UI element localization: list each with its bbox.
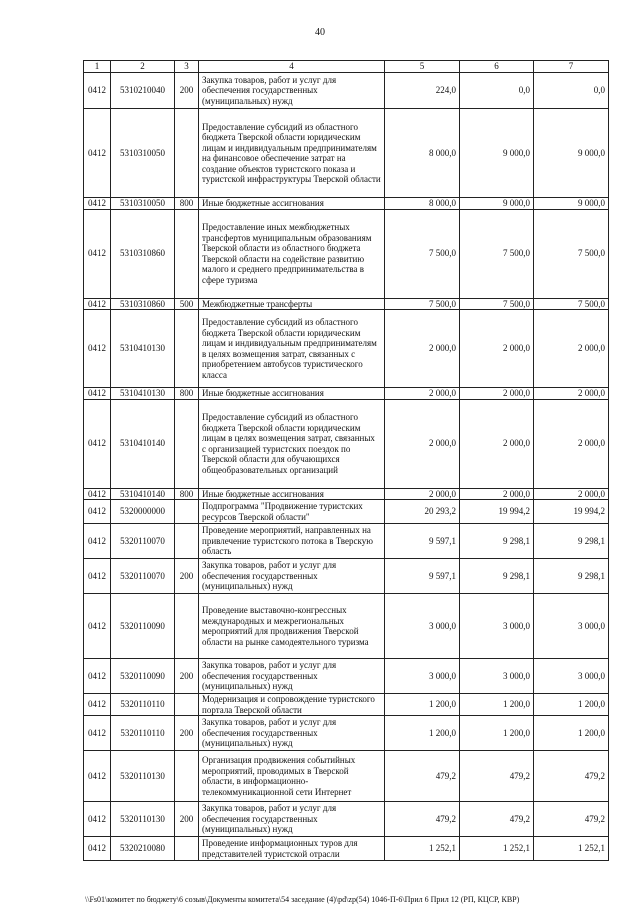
expense-type-cell (175, 524, 199, 559)
amount-year-2-cell: 2 000,0 (460, 399, 534, 488)
amount-year-3-cell: 7 500,0 (534, 209, 609, 298)
target-article-cell: 5320110130 (111, 751, 175, 802)
header-cell: 3 (175, 61, 199, 73)
section-code-cell: 0412 (84, 209, 111, 298)
amount-year-2-cell: 479,2 (460, 751, 534, 802)
amount-year-2-cell: 1 252,1 (460, 837, 534, 861)
section-code-cell: 0412 (84, 694, 111, 716)
description-cell: Предоставление субсидий из областного бюджета Тверской области юридическим лицам и индивидуальным предпринимателям на финансовое обеспечение затрат на создание объектов туристского показа и туристской инфраструктуры Тверской области (199, 109, 385, 198)
amount-year-1-cell: 1 200,0 (385, 694, 460, 716)
amount-year-1-cell: 9 597,1 (385, 524, 460, 559)
expense-type-cell: 800 (175, 488, 199, 500)
section-code-cell: 0412 (84, 388, 111, 400)
amount-year-1-cell: 1 200,0 (385, 716, 460, 751)
amount-year-3-cell: 1 252,1 (534, 837, 609, 861)
expense-type-cell (175, 694, 199, 716)
amount-year-2-cell: 9 298,1 (460, 559, 534, 594)
expense-type-cell (175, 500, 199, 524)
target-article-cell: 5320110110 (111, 694, 175, 716)
table-row (84, 209, 609, 298)
amount-year-2-cell: 2 000,0 (460, 310, 534, 388)
description-cell: Иные бюджетные ассигнования (199, 488, 385, 500)
amount-year-1-cell: 479,2 (385, 751, 460, 802)
expense-type-cell (175, 751, 199, 802)
table-row (84, 399, 609, 488)
amount-year-2-cell: 2 000,0 (460, 388, 534, 400)
description-cell: Подпрограмма "Продвижение туристских ресурсов Тверской области" (199, 500, 385, 524)
table-row (84, 109, 609, 198)
table-row (84, 559, 609, 594)
description-cell: Предоставление иных межбюджетных трансфертов муниципальным образованиям Тверской области из областного бюджета Тверской области на содействие развитию малого и среднего предпринимательства в сфере туризма (199, 209, 385, 298)
amount-year-3-cell: 9 000,0 (534, 198, 609, 210)
table-row (84, 837, 609, 861)
expense-type-cell: 200 (175, 73, 199, 109)
description-cell: Межбюджетные трансферты (199, 298, 385, 310)
amount-year-2-cell: 7 500,0 (460, 298, 534, 310)
amount-year-1-cell: 8 000,0 (385, 109, 460, 198)
amount-year-3-cell: 479,2 (534, 751, 609, 802)
expense-type-cell: 800 (175, 198, 199, 210)
section-code-cell: 0412 (84, 310, 111, 388)
amount-year-1-cell: 3 000,0 (385, 659, 460, 694)
table-row (84, 802, 609, 837)
target-article-cell: 5310310860 (111, 209, 175, 298)
expense-type-cell: 800 (175, 388, 199, 400)
section-code-cell: 0412 (84, 109, 111, 198)
target-article-cell: 5320000000 (111, 500, 175, 524)
description-cell: Проведение выставочно-конгрессных международных и межрегиональных мероприятий для продвижения Тверской области на рынке самодеятельного туризма (199, 594, 385, 659)
description-cell: Закупка товаров, работ и услуг для обеспечения государственных (муниципальных) нужд (199, 802, 385, 837)
amount-year-1-cell: 20 293,2 (385, 500, 460, 524)
table-row (84, 751, 609, 802)
expense-type-cell: 200 (175, 716, 199, 751)
header-cell: 1 (84, 61, 111, 73)
amount-year-1-cell: 2 000,0 (385, 399, 460, 488)
amount-year-2-cell: 9 000,0 (460, 198, 534, 210)
amount-year-1-cell: 2 000,0 (385, 310, 460, 388)
table-row (84, 500, 609, 524)
footer-file-path: \\Fs01\комитет по бюджету\6 созыв\Документы комитета\54 заседание (4)\pd\zp(54) 1046-П-6\Прил 6 Прил 12 (РП, КЦСР, КВР) (85, 895, 520, 904)
amount-year-3-cell: 479,2 (534, 802, 609, 837)
target-article-cell: 5320110070 (111, 559, 175, 594)
expense-type-cell (175, 399, 199, 488)
amount-year-1-cell: 7 500,0 (385, 298, 460, 310)
amount-year-3-cell: 9 298,1 (534, 524, 609, 559)
section-code-cell: 0412 (84, 802, 111, 837)
amount-year-3-cell: 0,0 (534, 73, 609, 109)
section-code-cell: 0412 (84, 716, 111, 751)
expense-type-cell (175, 209, 199, 298)
header-cell: 7 (534, 61, 609, 73)
description-cell: Организация продвижения событийных мероприятий, проводимых в Тверской области, в информационно-телекоммуникационной сети Интернет (199, 751, 385, 802)
amount-year-3-cell: 2 000,0 (534, 310, 609, 388)
amount-year-3-cell: 7 500,0 (534, 298, 609, 310)
expense-type-cell (175, 837, 199, 861)
amount-year-2-cell: 1 200,0 (460, 694, 534, 716)
amount-year-3-cell: 1 200,0 (534, 716, 609, 751)
header-cell: 4 (199, 61, 385, 73)
amount-year-1-cell: 1 252,1 (385, 837, 460, 861)
section-code-cell: 0412 (84, 751, 111, 802)
table-row (84, 659, 609, 694)
description-cell: Модернизация и сопровождение туристского портала Тверской области (199, 694, 385, 716)
description-cell: Предоставление субсидий из областного бюджета Тверской области юридическим лицам и индивидуальным предпринимателям в целях возмещения затрат, связанных с приобретением автобусов туристического класса (199, 310, 385, 388)
target-article-cell: 5310310050 (111, 198, 175, 210)
header-row (84, 61, 609, 73)
description-cell: Закупка товаров, работ и услуг для обеспечения государственных (муниципальных) нужд (199, 559, 385, 594)
description-cell: Иные бюджетные ассигнования (199, 198, 385, 210)
section-code-cell: 0412 (84, 659, 111, 694)
section-code-cell: 0412 (84, 837, 111, 861)
amount-year-3-cell: 2 000,0 (534, 388, 609, 400)
target-article-cell: 5310410130 (111, 310, 175, 388)
amount-year-2-cell: 19 994,2 (460, 500, 534, 524)
description-cell: Предоставление субсидий из областного бюджета Тверской области юридическим лицам в целях возмещения затрат, связанных с организацией туристских поездок по Тверской области для обучающихся общеобразовательных организаций (199, 399, 385, 488)
description-cell: Проведение мероприятий, направленных на привлечение туристского потока в Тверскую область (199, 524, 385, 559)
expense-type-cell (175, 594, 199, 659)
description-cell: Иные бюджетные ассигнования (199, 388, 385, 400)
section-code-cell: 0412 (84, 524, 111, 559)
header-cell: 5 (385, 61, 460, 73)
amount-year-2-cell: 1 200,0 (460, 716, 534, 751)
table-row (84, 388, 609, 400)
target-article-cell: 5320110090 (111, 594, 175, 659)
section-code-cell: 0412 (84, 198, 111, 210)
amount-year-3-cell: 19 994,2 (534, 500, 609, 524)
amount-year-1-cell: 9 597,1 (385, 559, 460, 594)
expense-type-cell (175, 109, 199, 198)
target-article-cell: 5310310860 (111, 298, 175, 310)
amount-year-1-cell: 479,2 (385, 802, 460, 837)
amount-year-2-cell: 3 000,0 (460, 594, 534, 659)
table-row (84, 198, 609, 210)
table-body (84, 73, 609, 861)
amount-year-2-cell: 0,0 (460, 73, 534, 109)
amount-year-1-cell: 2 000,0 (385, 388, 460, 400)
description-cell: Закупка товаров, работ и услуг для обеспечения государственных (муниципальных) нужд (199, 716, 385, 751)
page-number: 40 (315, 27, 325, 38)
amount-year-3-cell: 9 298,1 (534, 559, 609, 594)
target-article-cell: 5320110070 (111, 524, 175, 559)
amount-year-2-cell: 2 000,0 (460, 488, 534, 500)
amount-year-1-cell: 8 000,0 (385, 198, 460, 210)
header-cell: 2 (111, 61, 175, 73)
budget-table (83, 60, 609, 861)
header-cell: 6 (460, 61, 534, 73)
description-cell: Закупка товаров, работ и услуг для обеспечения государственных (муниципальных) нужд (199, 659, 385, 694)
expense-type-cell: 200 (175, 659, 199, 694)
amount-year-3-cell: 9 000,0 (534, 109, 609, 198)
section-code-cell: 0412 (84, 298, 111, 310)
amount-year-3-cell: 1 200,0 (534, 694, 609, 716)
target-article-cell: 5310210040 (111, 73, 175, 109)
description-cell: Проведение информационных туров для представителей туристской отрасли (199, 837, 385, 861)
amount-year-1-cell: 7 500,0 (385, 209, 460, 298)
section-code-cell: 0412 (84, 73, 111, 109)
expense-type-cell: 200 (175, 802, 199, 837)
amount-year-2-cell: 3 000,0 (460, 659, 534, 694)
section-code-cell: 0412 (84, 399, 111, 488)
table-row (84, 524, 609, 559)
amount-year-3-cell: 3 000,0 (534, 594, 609, 659)
amount-year-2-cell: 9 000,0 (460, 109, 534, 198)
target-article-cell: 5310410140 (111, 399, 175, 488)
target-article-cell: 5310310050 (111, 109, 175, 198)
amount-year-2-cell: 479,2 (460, 802, 534, 837)
table-row (84, 594, 609, 659)
section-code-cell: 0412 (84, 594, 111, 659)
amount-year-3-cell: 2 000,0 (534, 399, 609, 488)
table-row (84, 716, 609, 751)
target-article-cell: 5320110090 (111, 659, 175, 694)
amount-year-2-cell: 7 500,0 (460, 209, 534, 298)
amount-year-3-cell: 2 000,0 (534, 488, 609, 500)
target-article-cell: 5320110110 (111, 716, 175, 751)
amount-year-1-cell: 3 000,0 (385, 594, 460, 659)
table-row (84, 73, 609, 109)
amount-year-1-cell: 224,0 (385, 73, 460, 109)
table-row (84, 488, 609, 500)
target-article-cell: 5310410130 (111, 388, 175, 400)
amount-year-2-cell: 9 298,1 (460, 524, 534, 559)
target-article-cell: 5320110130 (111, 802, 175, 837)
section-code-cell: 0412 (84, 500, 111, 524)
expense-type-cell (175, 310, 199, 388)
amount-year-3-cell: 3 000,0 (534, 659, 609, 694)
table-row (84, 298, 609, 310)
table-row (84, 310, 609, 388)
section-code-cell: 0412 (84, 488, 111, 500)
target-article-cell: 5310410140 (111, 488, 175, 500)
table-row (84, 694, 609, 716)
expense-type-cell: 500 (175, 298, 199, 310)
description-cell: Закупка товаров, работ и услуг для обеспечения государственных (муниципальных) нужд (199, 73, 385, 109)
expense-type-cell: 200 (175, 559, 199, 594)
target-article-cell: 5320210080 (111, 837, 175, 861)
section-code-cell: 0412 (84, 559, 111, 594)
amount-year-1-cell: 2 000,0 (385, 488, 460, 500)
